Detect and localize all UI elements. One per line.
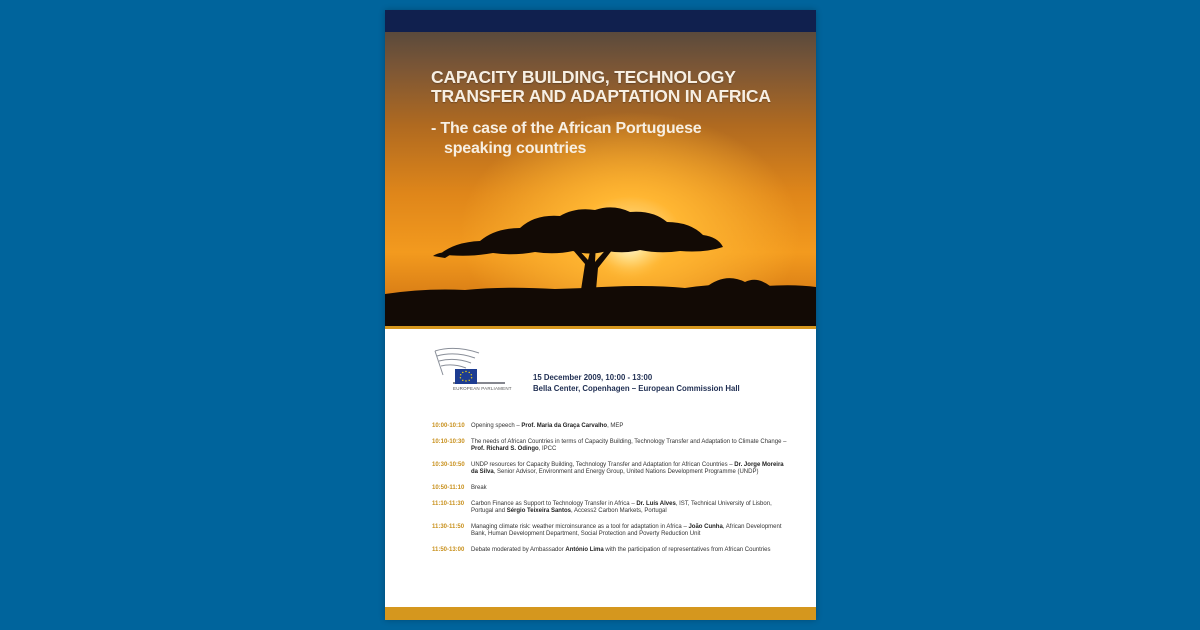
agenda-time: 11:10-11:30 <box>432 500 465 507</box>
gold-divider <box>385 326 816 329</box>
poster-top-bar <box>385 10 816 32</box>
poster-title <box>431 68 801 106</box>
agenda-description <box>471 547 788 555</box>
agenda-description <box>471 439 788 454</box>
agenda-item <box>432 501 788 516</box>
subtitle-line-2: speaking countries <box>444 140 587 157</box>
agenda-text: Managing climate risk: weather microinsurance as a tool for adaptation in Africa – <box>471 523 689 530</box>
agenda-description <box>471 423 788 431</box>
agenda-text: Break <box>471 484 487 491</box>
agenda-description <box>471 524 788 539</box>
agenda-description <box>471 501 788 516</box>
agenda-speaker: António Lima <box>565 546 604 553</box>
event-date: 15 December 2009, 10:00 - 13:00 <box>533 373 653 382</box>
agenda-text: , IST, Technical University of Lisbon, Portugal and <box>471 500 772 515</box>
agenda-item <box>432 547 788 555</box>
agenda-time: 10:10-10:30 <box>432 438 465 445</box>
subtitle-line-1: - The case of the African Portuguese <box>431 120 702 137</box>
poster-subtitle <box>431 119 791 159</box>
title-line-2: TRANSFER AND ADAPTATION IN AFRICA <box>431 86 771 106</box>
agenda-text: Debate moderated by Ambassador <box>471 546 566 553</box>
agenda-item <box>432 524 788 539</box>
agenda-time: 11:50-13:00 <box>432 546 465 553</box>
agenda-item <box>432 439 788 454</box>
title-line-1: CAPACITY BUILDING, TECHNOLOGY <box>431 67 736 87</box>
agenda-item <box>432 485 788 493</box>
agenda-text: , Access2 Carbon Markets, Portugal <box>570 508 667 515</box>
agenda-text: with the participation of representatives from African Countries <box>603 546 771 553</box>
agenda-text: , IPCC <box>538 446 557 453</box>
agenda-speaker: João Cunha <box>688 523 723 530</box>
agenda-speaker: Prof. Maria da Graça Carvalho <box>521 423 608 429</box>
event-venue: Bella Center, Copenhagen – European Commission Hall <box>533 384 740 393</box>
agenda-text: , MEP <box>607 423 624 429</box>
agenda-time: 10:30-10:50 <box>432 461 465 468</box>
agenda-text: The needs of African Countries in terms of Capacity Building, Technology Transfer and Adaptation to Climate Change – <box>471 438 787 445</box>
eu-flag-icon <box>455 369 477 384</box>
european-parliament-label: EUROPEAN PARLIAMENT <box>453 386 512 391</box>
agenda-time: 10:00-10:10 <box>432 423 465 429</box>
agenda-speaker: Dr. Jorge Moreira da Silva <box>471 461 784 476</box>
agenda-description <box>471 485 788 493</box>
event-poster <box>385 10 816 620</box>
agenda-time: 10:50-11:10 <box>432 484 465 491</box>
agenda-description <box>471 462 788 477</box>
event-info <box>533 372 740 394</box>
agenda-text: , African Development Bank, Human Development Department, Social Protection and Poverty Reduction Unit <box>471 523 782 538</box>
agenda-text: , Senior Advisor, Environment and Energy Group, United Nations Development Programme (UNDP) <box>493 469 759 476</box>
agenda-speaker: Sérgio Teixeira Santos <box>506 508 571 515</box>
agenda-text: Opening speech – <box>471 423 522 429</box>
agenda-text: Carbon Finance as Support to Technology Transfer in Africa – <box>471 500 637 507</box>
agenda-text: UNDP resources for Capacity Building, Technology Transfer and Adaptation for African Countries – <box>471 461 735 468</box>
poster-bottom-bar <box>385 607 816 620</box>
agenda-speaker: Dr. Luís Alves <box>636 500 676 507</box>
hero-sunset-image <box>385 32 816 326</box>
agenda-item <box>432 423 788 431</box>
agenda-item <box>432 462 788 477</box>
agenda-time: 11:30-11:50 <box>432 523 465 530</box>
agenda-list <box>432 423 788 555</box>
agenda-speaker: Prof. Richard S. Odingo <box>471 446 539 453</box>
